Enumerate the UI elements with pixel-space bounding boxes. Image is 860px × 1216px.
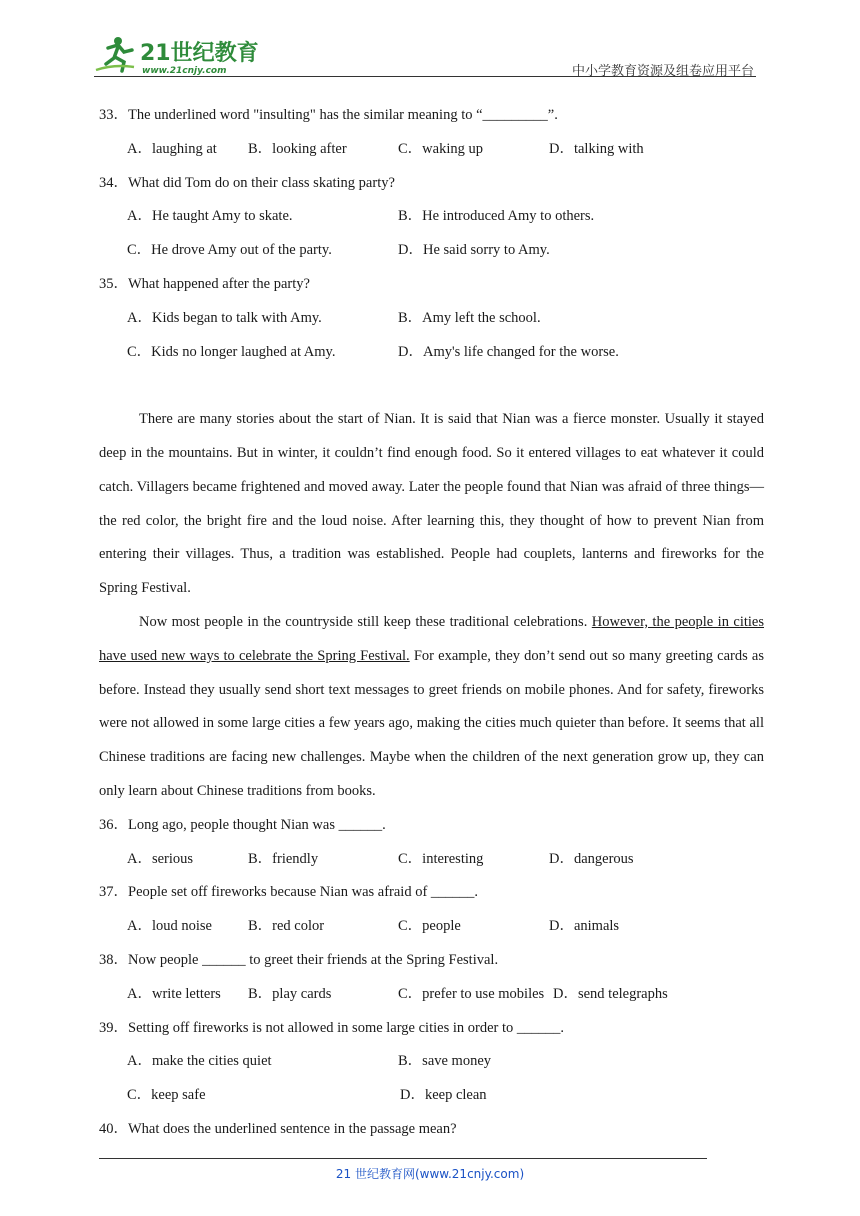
question-38-stem: 38．Now people ______ to greet their friends at the Spring Festival. xyxy=(99,951,499,968)
question-35-stem: 35．What happened after the party? xyxy=(99,275,310,292)
option-b: B．play cards xyxy=(248,985,332,1002)
option-a: A．laughing at xyxy=(127,140,217,157)
option-d: D．dangerous xyxy=(549,850,634,867)
option-c: C．keep safe xyxy=(127,1087,206,1104)
question-40-stem: 40．What does the underlined sentence in the passage mean? xyxy=(99,1120,457,1137)
option-d: D．keep clean xyxy=(400,1087,487,1104)
page-header xyxy=(94,30,756,78)
question-35-options-cd xyxy=(99,336,764,370)
option-b: B．He introduced Amy to others. xyxy=(398,208,595,225)
option-c: C．prefer to use mobiles xyxy=(398,985,545,1002)
option-d: D．He said sorry to Amy. xyxy=(398,242,550,259)
question-34-options-ab xyxy=(99,200,764,234)
question-36-stem: 36．Long ago, people thought Nian was ______. xyxy=(99,816,386,833)
option-c: C．interesting xyxy=(398,850,484,867)
option-a: A．loud noise xyxy=(127,918,212,935)
option-b: B．friendly xyxy=(248,850,319,867)
option-b: B．looking after xyxy=(248,140,347,157)
option-c: C．He drove Amy out of the party. xyxy=(127,242,332,259)
option-b: B．save money xyxy=(398,1053,492,1070)
question-35-options-ab xyxy=(99,302,764,336)
question-33-stem: 33．The underlined word "insulting" has the similar meaning to “_________”. xyxy=(99,107,558,123)
paragraph-1-text: There are many stories about the start of Nian. It is said that Nian was a fierce monster. Usually it stayed deep in the mountains. But in winter, it couldn’t find enough food. So it entered villages to eat whatever it could catch. Villagers became frightened and moved away. Later the people found that Nian was afraid of three things—the red color, the bright fire and the loud noise. After learning this, they thought of how to prevent Nian from entering their villages. Thus, a tradition was established. People had couplets, lanterns and fireworks for the Spring Festival. xyxy=(99,411,764,597)
runner-icon xyxy=(96,37,134,71)
paragraph-2-end: For example, they don’t send out so many greeting cards as before. Instead they usually send short text messages to greet friends on mobile phones. And for safety, fireworks were not allowed in some large cities a few years ago, making the cities much quieter than before. It seems that all Chinese traditions are facing new challenges. Maybe when the children of the next generation grow up, they can only learn about Chinese traditions from books. xyxy=(99,647,764,799)
platform-name: 中小学教育资源及组卷应用平台 xyxy=(571,64,754,79)
option-a: A．Kids began to talk with Amy. xyxy=(127,309,322,326)
option-c: C．Kids no longer laughed at Amy. xyxy=(127,343,336,360)
question-39-options-ab xyxy=(99,1045,764,1079)
question-37-options xyxy=(99,910,764,944)
passage-paragraph-1 xyxy=(99,403,764,606)
option-a: A．serious xyxy=(127,850,194,867)
question-39-stem: 39．Setting off fireworks is not allowed in some large cities in order to ______. xyxy=(99,1019,564,1036)
footer-divider xyxy=(99,1158,707,1159)
option-c: C．waking up xyxy=(398,140,483,157)
option-d: D．talking with xyxy=(549,140,644,157)
question-39-options-cd xyxy=(99,1079,764,1113)
question-36-options xyxy=(99,843,764,877)
question-34-options-cd xyxy=(99,234,764,268)
question-38-options xyxy=(99,978,764,1012)
passage-paragraph-2 xyxy=(99,606,764,809)
site-logo[interactable] xyxy=(94,34,264,76)
option-c: C．people xyxy=(398,918,461,935)
option-d: D．send telegraphs xyxy=(553,985,668,1002)
logo-url: www.21cnjy.com xyxy=(142,66,227,76)
logo-text: 21世纪教育 xyxy=(140,41,259,66)
footer-link[interactable]: 21 世纪教育网(www.21cnjy.com) xyxy=(335,1167,525,1181)
option-b: B．Amy left the school. xyxy=(398,309,541,326)
option-b: B．red color xyxy=(248,918,325,935)
underlined-sentence: However, the people in cities have used new ways to celebrate the Spring Festival. xyxy=(99,613,764,664)
option-a: A．make the cities quiet xyxy=(127,1053,272,1070)
document-body xyxy=(99,99,764,1147)
paragraph-2-start: Now most people in the countryside still keep these traditional celebrations. xyxy=(139,613,592,630)
question-37-stem: 37．People set off fireworks because Nian was afraid of ______. xyxy=(99,884,479,901)
option-d: D．animals xyxy=(549,918,620,935)
option-a: A．He taught Amy to skate. xyxy=(127,208,293,225)
question-33-options xyxy=(99,133,764,167)
option-a: A．write letters xyxy=(127,985,221,1002)
option-d: D．Amy's life changed for the worse. xyxy=(398,343,619,360)
header-divider xyxy=(94,76,756,77)
question-34-stem: 34．What did Tom do on their class skating party? xyxy=(99,174,395,191)
